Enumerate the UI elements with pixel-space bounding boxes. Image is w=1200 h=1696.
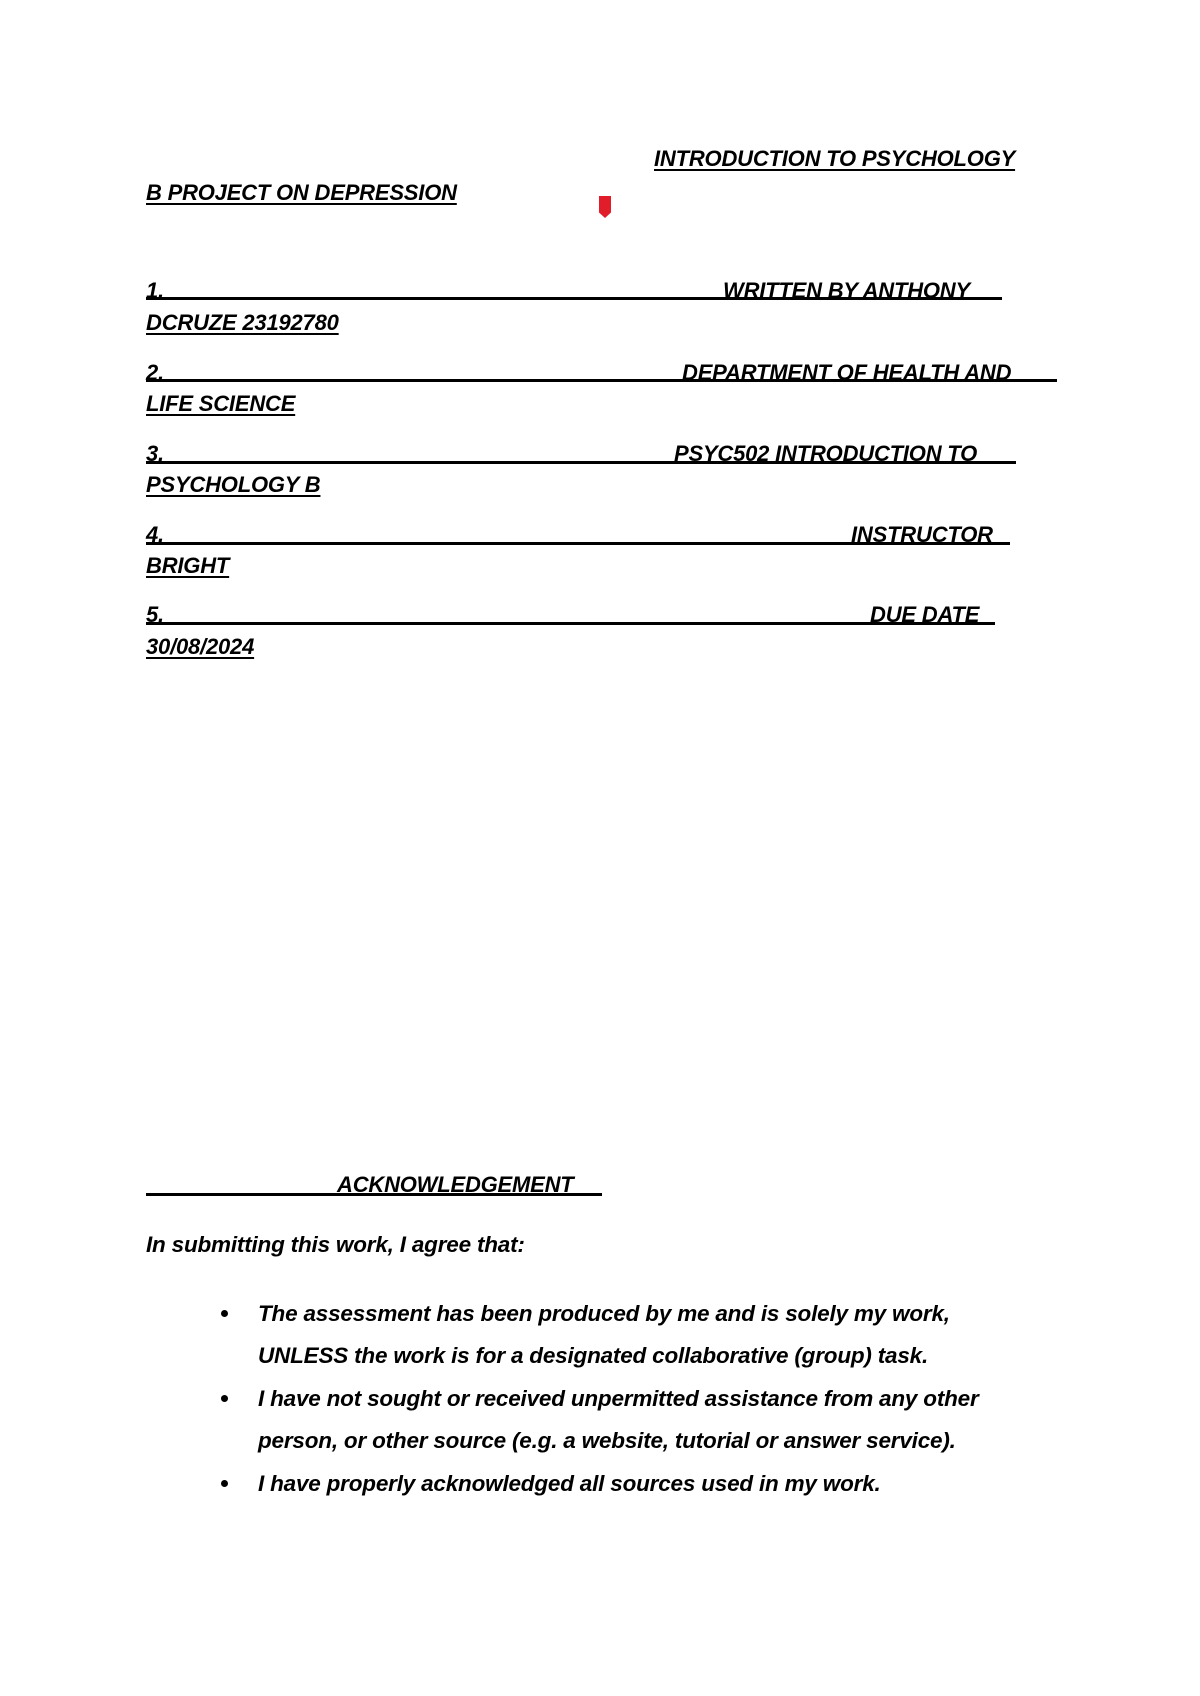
acknowledgement-heading: ACKNOWLEDGEMENT — [337, 1172, 574, 1197]
detail-5-continuation: 30/08/2024 — [146, 634, 255, 659]
detail-1-continuation: DCRUZE 23192780 — [146, 310, 339, 335]
detail-2-continuation: LIFE SCIENCE — [146, 391, 296, 416]
detail-5-rule — [146, 622, 995, 625]
acknowledgement-item-3-line-1: I have properly acknowledged all sources used in my work. — [258, 1471, 881, 1496]
acknowledgement-item-2-line-1: I have not sought or received unpermitted assistance from any other — [258, 1386, 979, 1411]
document-title-line-2: B PROJECT ON DEPRESSION — [146, 180, 457, 205]
detail-4-label: INSTRUCTOR — [851, 522, 993, 547]
detail-3-continuation: PSYCHOLOGY B — [146, 472, 321, 497]
detail-5-label: DUE DATE — [870, 602, 980, 627]
acknowledgement-item-2-line-2: person, or other source (e.g. a website, tutorial or answer service). — [258, 1428, 956, 1453]
acknowledgement-item-1-line-1: The assessment has been produced by me and is solely my work, — [258, 1301, 950, 1326]
detail-3-number: 3. — [146, 441, 164, 466]
detail-2-number: 2. — [146, 360, 164, 385]
bullet-1-icon — [221, 1310, 228, 1317]
detail-4-number: 4. — [146, 522, 164, 547]
acknowledgement-intro: In submitting this work, I agree that: — [146, 1232, 525, 1257]
document-title-line-1: INTRODUCTION TO PSYCHOLOGY — [654, 146, 1016, 171]
detail-3-label: PSYC502 INTRODUCTION TO — [674, 441, 978, 466]
comment-marker-icon[interactable] — [599, 196, 611, 218]
bullet-2-icon — [221, 1395, 228, 1402]
detail-4-continuation: BRIGHT — [146, 553, 230, 578]
detail-1-number: 1. — [146, 278, 164, 303]
detail-1-label: WRITTEN BY ANTHONY — [723, 278, 970, 303]
detail-5-number: 5. — [146, 602, 164, 627]
detail-2-label: DEPARTMENT OF HEALTH AND — [682, 360, 1012, 385]
acknowledgement-item-1-line-2: UNLESS the work is for a designated collaborative (group) task. — [258, 1343, 929, 1368]
bullet-3-icon — [221, 1480, 228, 1487]
